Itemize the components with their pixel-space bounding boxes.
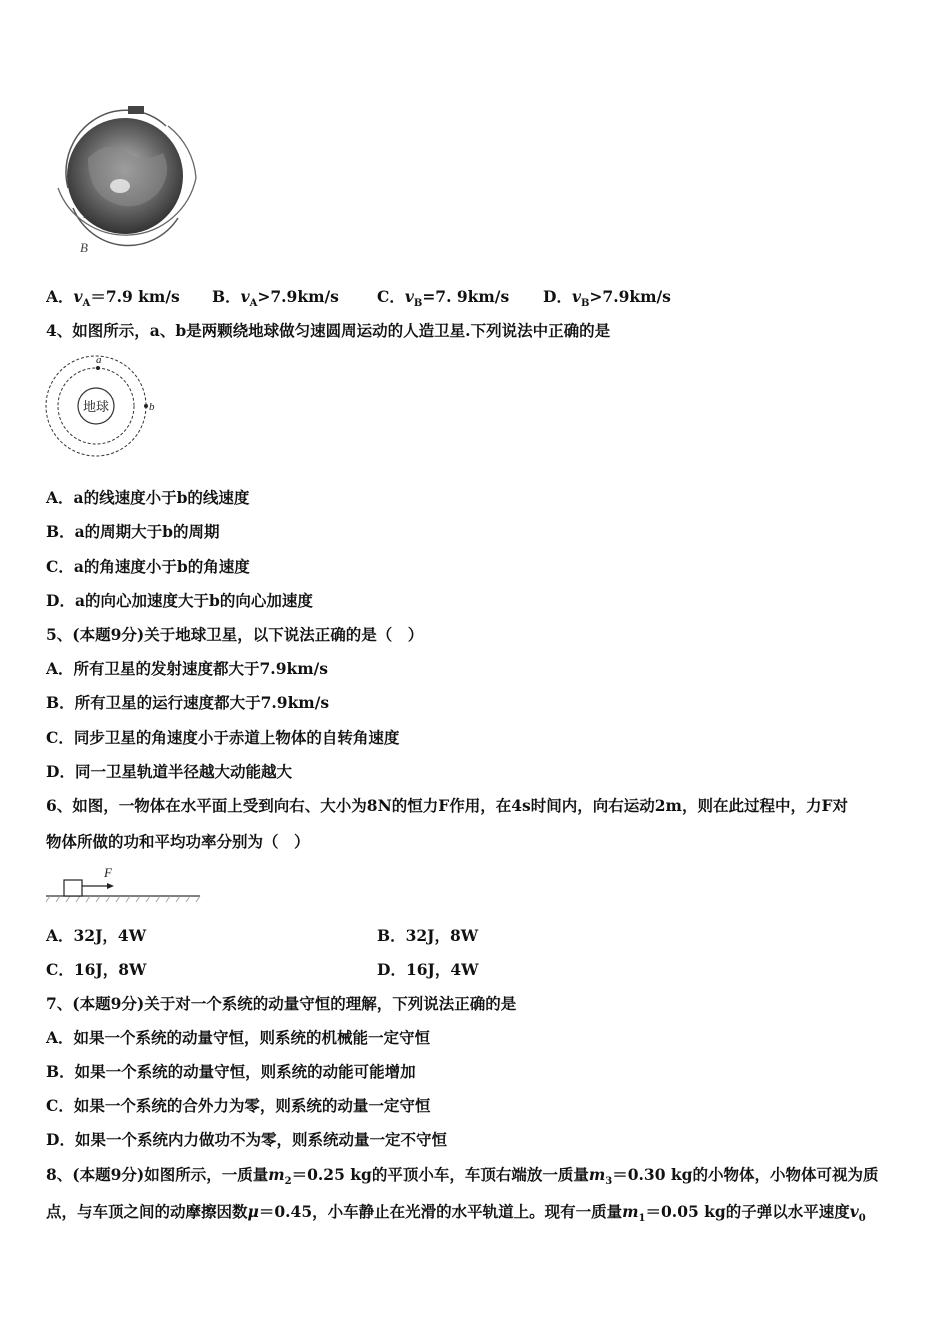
satellite bbox=[128, 106, 144, 114]
block bbox=[64, 880, 82, 896]
q5-option-b: B．所有卫星的运行速度都大于7.9km/s bbox=[46, 693, 330, 712]
q6-option-b: B．32J，8W bbox=[377, 926, 479, 945]
satellite-a bbox=[96, 366, 100, 370]
satellite-orbit-figure bbox=[44, 352, 164, 462]
q5-option-d: D．同一卫星轨道半径越大动能越大 bbox=[46, 762, 292, 781]
q3-option-c: C．$v_B=7$. 9km/s bbox=[377, 287, 510, 310]
q6-option-c: C．16J，8W bbox=[46, 960, 147, 979]
q7-stem: 7、(本题9分)关于对一个系统的动量守恒的理解，下列说法正确的是 bbox=[46, 994, 517, 1013]
q6-stem-line1: 6、如图，一物体在水平面上受到向右、大小为8N的恒力F作用，在4s时间内，向右运动2m，则在此过程中，力F对 bbox=[46, 796, 848, 815]
label-a: A bbox=[84, 206, 92, 221]
q7-option-b: B．如果一个系统的动量守恒，则系统的动能可能增加 bbox=[46, 1062, 416, 1081]
q4-option-a: A．a的线速度小于b的线速度 bbox=[46, 488, 250, 507]
label-a: a bbox=[96, 354, 102, 366]
q5-stem: 5、(本题9分)关于地球卫星，以下说法正确的是（ ） bbox=[46, 625, 424, 644]
q7-option-c: C．如果一个系统的合外力为零，则系统的动量一定守恒 bbox=[46, 1096, 431, 1115]
block-force-figure bbox=[46, 864, 206, 908]
force-label: F bbox=[104, 865, 112, 880]
q4-option-b: B．a的周期大于b的周期 bbox=[46, 522, 220, 541]
q8-stem-line1: 8、(本题9分)如图所示，一质量$m_2=0.25$ kg的平顶小车，车顶右端放一质量$m_3=0.30$ kg的小物体，小物体可视为质 bbox=[46, 1165, 879, 1188]
q5-option-a: A．所有卫星的发射速度都大于7.9km/s bbox=[46, 659, 329, 678]
q4-option-c: C．a的角速度小于b的角速度 bbox=[46, 557, 250, 576]
q8-stem-line2: 点，与车顶之间的动摩擦因数μ＝0.45，小车静止在光滑的水平轨道上。现有一质量$m_1=0.05$ kg的子弹以水平速度$v_0$ bbox=[46, 1202, 866, 1225]
q4-option-d: D．a的向心加速度大于b的向心加速度 bbox=[46, 591, 313, 610]
label-b: b bbox=[149, 401, 155, 413]
label-b: B bbox=[80, 240, 88, 255]
q6-stem-line2: 物体所做的功和平均功率分别为（ ） bbox=[46, 832, 310, 851]
earth-orbit-figure bbox=[48, 98, 208, 258]
q6-option-a: A．32J，4W bbox=[46, 926, 147, 945]
q3-option-b: B．$v_A>7.9km/s$ bbox=[212, 287, 339, 310]
q3-option-d: D．$v_B>7.9km/s$ bbox=[543, 287, 671, 310]
satellite-b bbox=[144, 404, 148, 408]
q4-stem: 4、如图所示，a、b是两颗绕地球做匀速圆周运动的人造卫星.下列说法中正确的是 bbox=[46, 321, 611, 340]
q3-option-a: A．$v_A=7.9$ km/s bbox=[46, 287, 180, 310]
earth-label: 地球 bbox=[82, 400, 110, 415]
q6-option-d: D．16J，4W bbox=[377, 960, 479, 979]
q5-option-c: C．同步卫星的角速度小于赤道上物体的自转角速度 bbox=[46, 728, 400, 747]
q7-option-d: D．如果一个系统内力做功不为零，则系统动量一定不守恒 bbox=[46, 1130, 447, 1149]
q7-option-a: A．如果一个系统的动量守恒，则系统的机械能一定守恒 bbox=[46, 1028, 431, 1047]
